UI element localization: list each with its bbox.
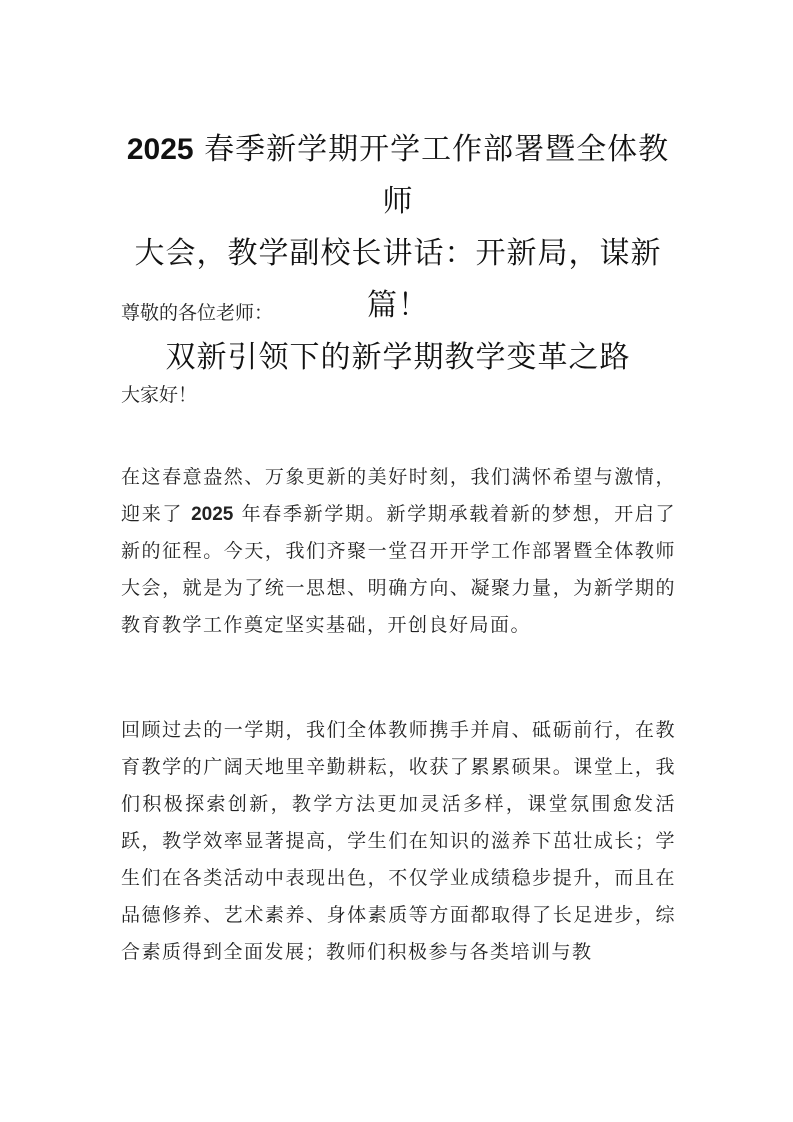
document-title [118, 124, 678, 384]
title-line2: 大会，教学副校长讲话：开新局，谋新篇！ [134, 236, 662, 323]
title-line3: 双新引领下的新学期教学变革之路 [165, 340, 631, 375]
greeting: 大家好！ [121, 384, 198, 406]
paragraph-1-rest: 年春季新学期。新学期承载着新的梦想，开启了新的征程。今天，我们齐聚一堂召开开学工作部署暨全体教师大会，就是为了统一思想、明确方向、凝聚力量，为新学期的教育教学工作奠定坚实基础，开创良好局面。 [121, 503, 676, 636]
title-year: 2025 [126, 133, 194, 166]
paragraph-1-year: 2025 [191, 504, 234, 525]
paragraph-1 [121, 459, 676, 644]
title-line1: 春季新学期开学工作部署暨全体教师 [204, 132, 670, 219]
paragraph-1-lead: 在这春意盎然、万象更新的美好时刻，我们满怀希望与激情，迎来了 [121, 466, 676, 525]
paragraph-2: 回顾过去的一学期，我们全体教师携手并肩、砥砺前行，在教育教学的广阔天地里辛勤耕耘，收获了累累硕果。课堂上，我们积极探索创新，教学方法更加灵活多样，课堂氛围愈发活跃，教学效率显著提高，学生们在知识的滋养下茁壮成长；学生们在各类活动中表现出色，不仅学业成绩稳步提升，而且在品德修养、艺术素养、身体素质等方面都取得了长足进步，综合素质得到全面发展；教师们积极参与各类培训与教 [121, 719, 676, 963]
salutation: 尊敬的各位老师： [121, 302, 274, 324]
